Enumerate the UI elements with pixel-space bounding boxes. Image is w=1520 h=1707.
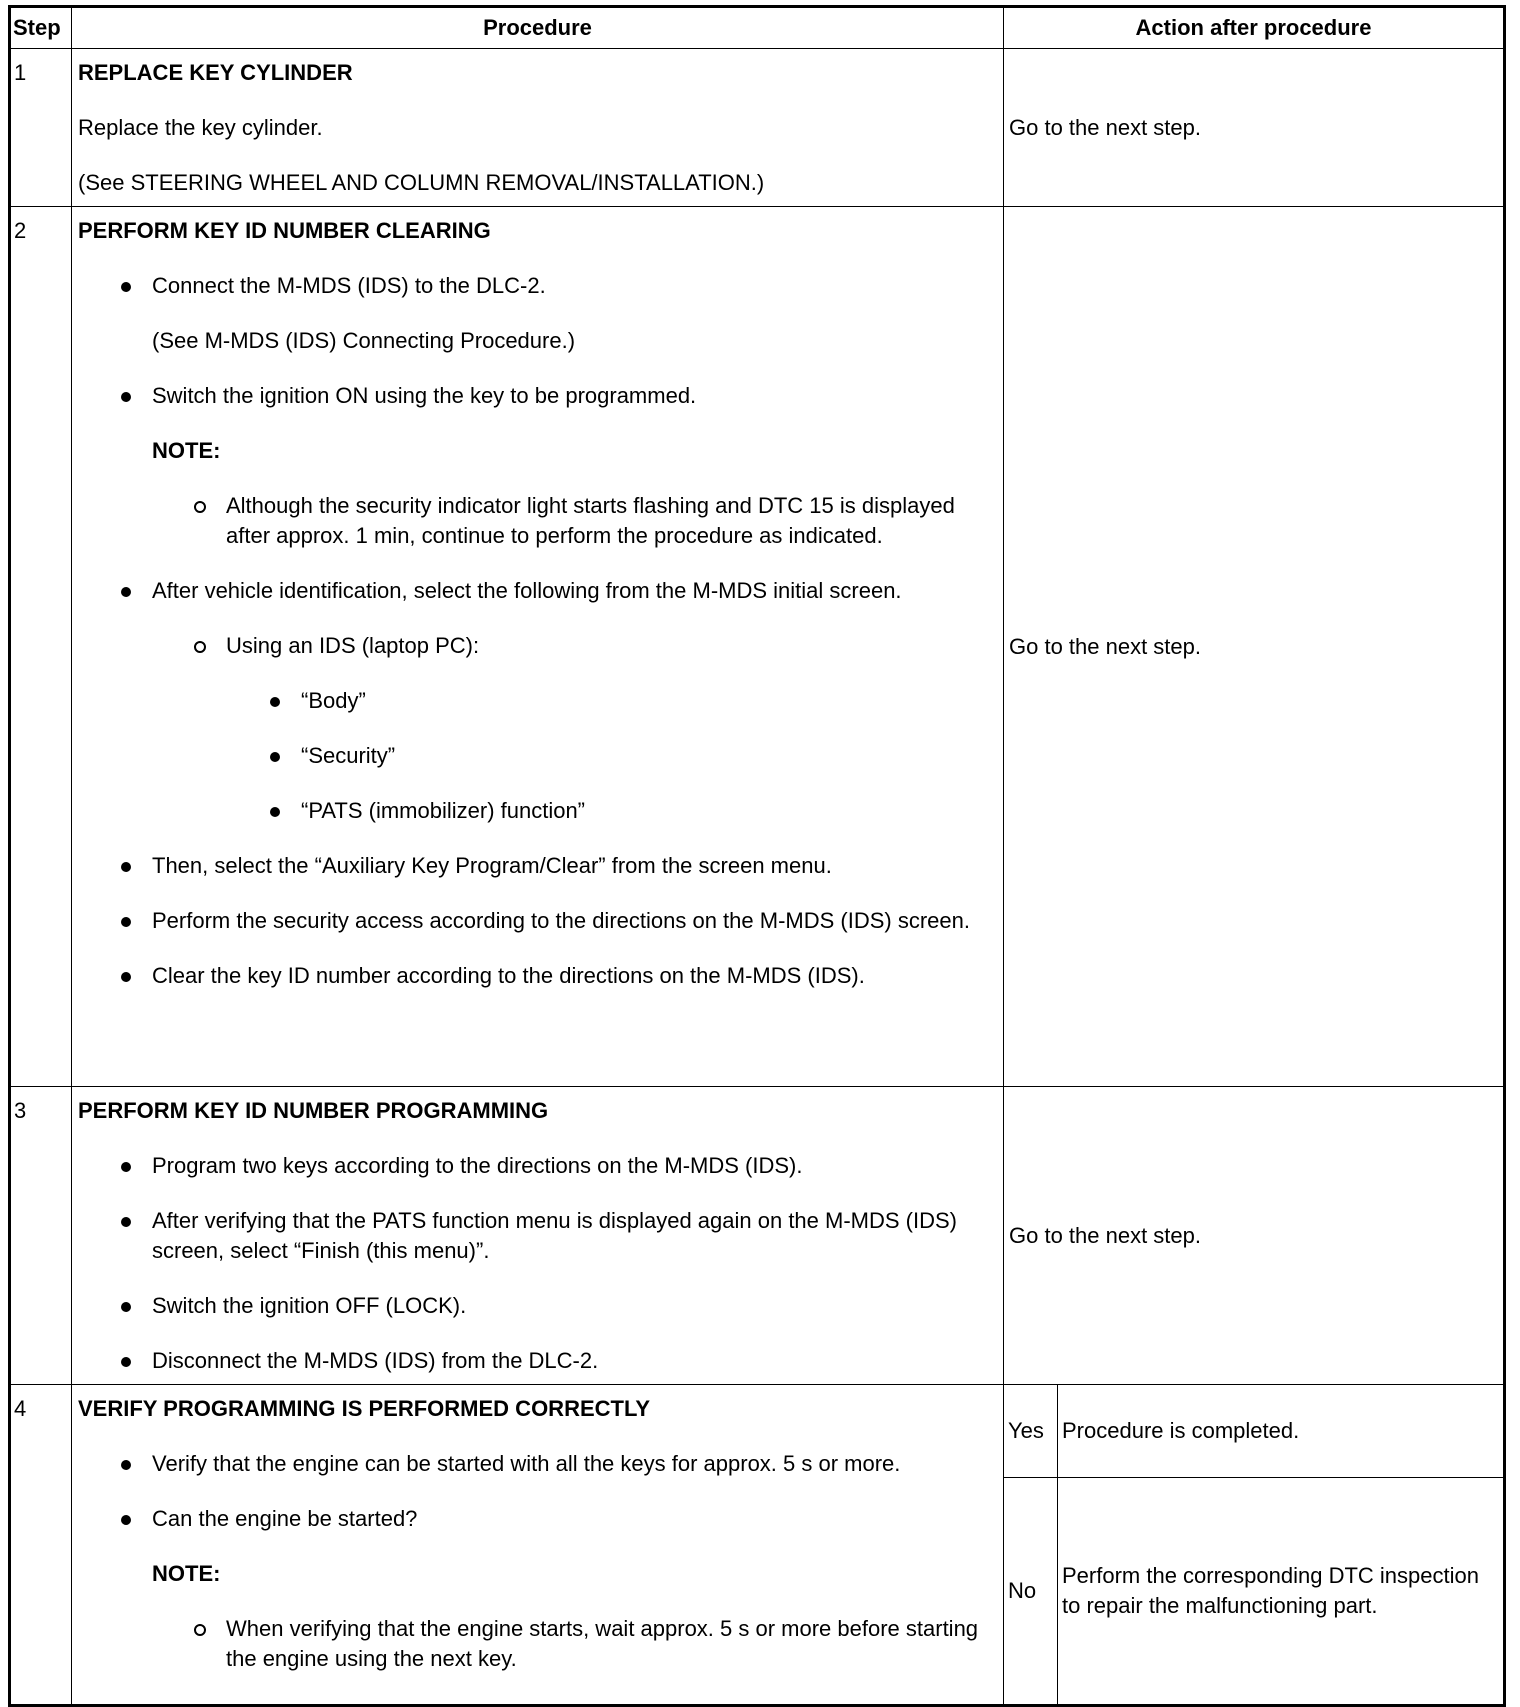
bullet-icon: [121, 1302, 131, 1312]
procedure-title: PERFORM KEY ID NUMBER CLEARING: [78, 218, 491, 243]
bullet-icon: [121, 1515, 131, 1525]
procedure-title: VERIFY PROGRAMMING IS PERFORMED CORRECTLY: [78, 1396, 651, 1421]
bullet-icon: [121, 587, 131, 597]
procedure-bullet: Then, select the “Auxiliary Key Program/Clear” from the screen menu.: [78, 851, 997, 881]
header-action: Action after procedure: [1004, 7, 1505, 49]
bullet-icon: [121, 862, 131, 872]
procedure-sub: (See M-MDS (IDS) Connecting Procedure.): [152, 328, 576, 353]
hollow-bullet-icon: [194, 641, 206, 653]
procedure-bullet: Perform the security access according to the directions on the M-MDS (IDS) screen.: [78, 906, 997, 936]
procedure-bullet: Clear the key ID number according to the directions on the M-MDS (IDS).: [78, 961, 997, 991]
procedure-cell: [72, 1087, 1004, 1385]
procedure-bullet: Verify that the engine can be started with all the keys for approx. 5 s or more.: [78, 1449, 997, 1479]
bullet-icon: [121, 1460, 131, 1470]
procedure-l0: Replace the key cylinder.: [78, 115, 323, 140]
procedure-bullet: Can the engine be started?: [78, 1504, 997, 1534]
procedure-bullet: Switch the ignition OFF (LOCK).: [78, 1291, 997, 1321]
outcome-no-label: No: [1004, 1478, 1058, 1706]
procedure-title: REPLACE KEY CYLINDER: [78, 60, 353, 85]
bullet-icon: [270, 697, 280, 707]
outcome-yes-label: Yes: [1004, 1385, 1058, 1478]
step-number: 2: [10, 207, 72, 1087]
procedure-l0: (See STEERING WHEEL AND COLUMN REMOVAL/INSTALLATION.): [78, 170, 765, 195]
procedure-bullet: After verifying that the PATS function menu is displayed again on the M-MDS (IDS) screen, select “Finish (this menu)”.: [78, 1206, 997, 1266]
procedure-note: NOTE:: [152, 438, 221, 463]
procedure-bullet: After vehicle identification, select the following from the M-MDS initial screen.: [78, 576, 997, 606]
bullet-icon: [121, 917, 131, 927]
step-number: 3: [10, 1087, 72, 1385]
bullet-icon: [270, 752, 280, 762]
bullet-icon: [121, 392, 131, 402]
action-cell: Go to the next step.: [1004, 1087, 1505, 1385]
procedure-title: PERFORM KEY ID NUMBER PROGRAMMING: [78, 1098, 549, 1123]
procedure-b3: “PATS (immobilizer) function”: [78, 796, 997, 826]
step-number: 1: [10, 49, 72, 207]
procedure-bullet: Connect the M-MDS (IDS) to the DLC-2.: [78, 271, 997, 301]
hollow-bullet-icon: [194, 501, 206, 513]
procedure-bullet: Disconnect the M-MDS (IDS) from the DLC-2.: [78, 1346, 997, 1376]
header-procedure: Procedure: [72, 7, 1004, 49]
procedure-b3: “Body”: [78, 686, 997, 716]
hollow-bullet-icon: [194, 1624, 206, 1636]
outcome-no-action: Perform the corresponding DTC inspection to repair the malfunctioning part.: [1058, 1478, 1505, 1706]
procedure-table: [8, 5, 1506, 1707]
procedure-b3: “Security”: [78, 741, 997, 771]
procedure-note: NOTE:: [152, 1561, 221, 1586]
table-row: [10, 1385, 1505, 1478]
bullet-icon: [121, 282, 131, 292]
procedure-circle: Although the security indicator light starts flashing and DTC 15 is displayed after approx. 1 min, continue to perform the procedure as indicated.: [78, 491, 997, 551]
outcome-yes-action: Procedure is completed.: [1058, 1385, 1505, 1478]
bullet-icon: [121, 1162, 131, 1172]
action-cell: Go to the next step.: [1004, 49, 1505, 207]
bullet-icon: [270, 807, 280, 817]
table-row: [10, 207, 1505, 1087]
action-cell: Go to the next step.: [1004, 207, 1505, 1087]
procedure-circle: Using an IDS (laptop PC):: [78, 631, 997, 661]
bullet-icon: [121, 1357, 131, 1367]
table-row: [10, 1087, 1505, 1385]
procedure-cell: [72, 207, 1004, 1087]
procedure-circle: When verifying that the engine starts, wait approx. 5 s or more before starting the engine using the next key.: [78, 1614, 997, 1674]
step-number: 4: [10, 1385, 72, 1706]
procedure-bullet: Program two keys according to the directions on the M-MDS (IDS).: [78, 1151, 997, 1181]
bullet-icon: [121, 972, 131, 982]
procedure-cell: [72, 1385, 1004, 1706]
table-row: [10, 49, 1505, 207]
bullet-icon: [121, 1217, 131, 1227]
header-step: Step: [10, 7, 72, 49]
procedure-bullet: Switch the ignition ON using the key to be programmed.: [78, 381, 997, 411]
procedure-cell: [72, 49, 1004, 207]
